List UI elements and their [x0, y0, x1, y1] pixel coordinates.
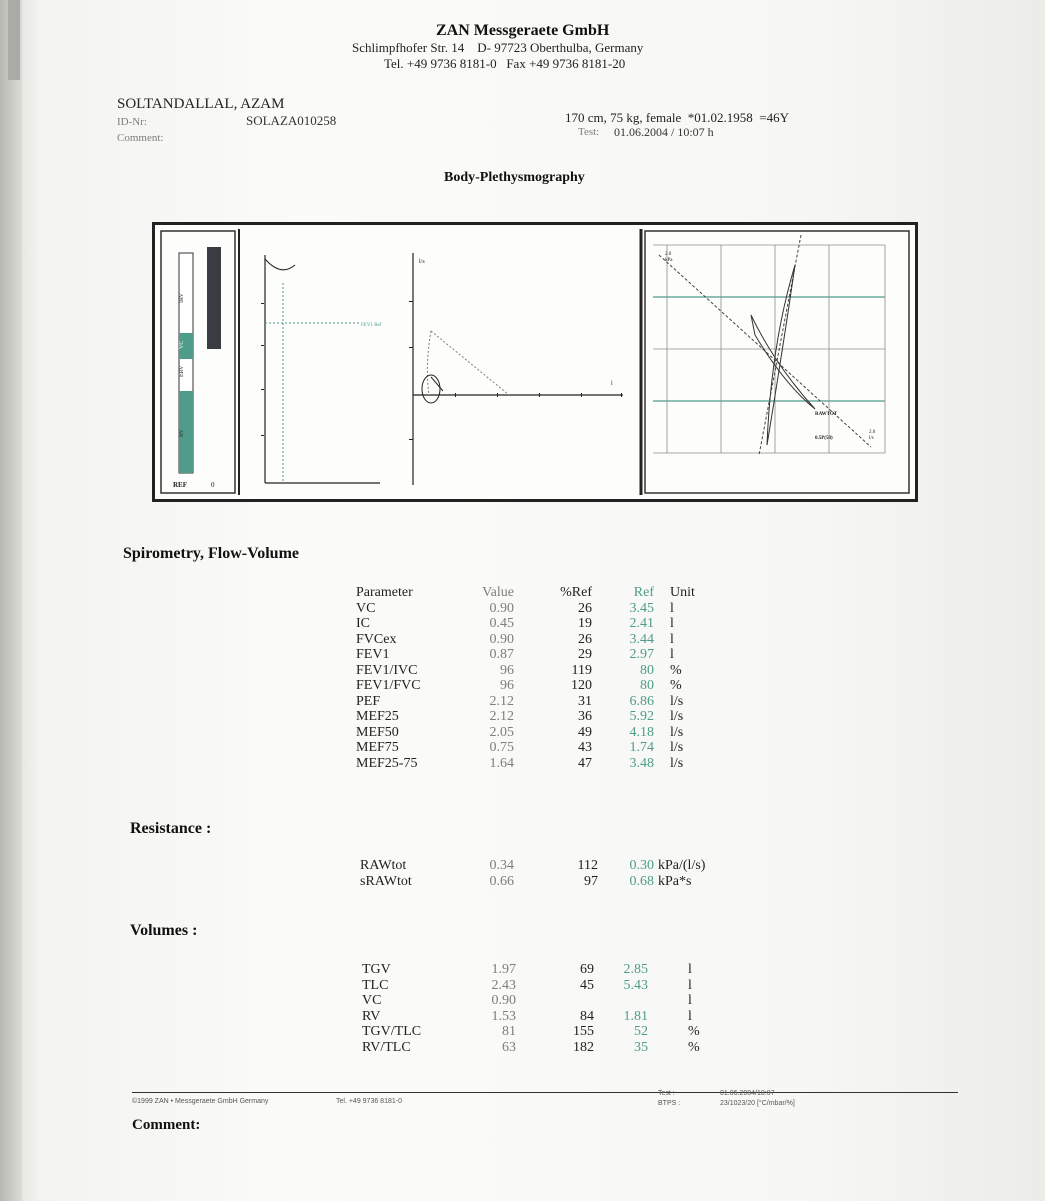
spiro-pref-col [536, 585, 592, 771]
table-cell-unit: l [688, 993, 692, 1008]
table-cell-param: TGV/TLC [362, 1024, 422, 1039]
table-cell-value: 0.45 [489, 616, 514, 631]
table-cell-param: MEF75 [356, 740, 399, 755]
table-cell-ref [602, 993, 648, 1009]
loop-y-value: 2.0 [665, 252, 672, 257]
table-cell-pref: 43 [578, 740, 592, 755]
table-cell-param: VC [362, 993, 382, 1008]
table-cell-pref: 31 [578, 693, 592, 709]
bar-tag-vc: VC [179, 340, 185, 349]
table-cell-unit: l [688, 962, 692, 977]
table-cell-value: 63 [502, 1039, 516, 1055]
fv-y-unit: l/s [419, 259, 425, 265]
company-name: ZAN Messgeraete GmbH [436, 22, 610, 39]
table-cell-ref: 4.18 [629, 724, 654, 740]
table-cell-pref: 155 [573, 1024, 594, 1039]
table-cell-value: 2.12 [489, 693, 514, 709]
spiro-param-col [356, 585, 456, 771]
patient-name: SOLTANDALLAL, AZAM [117, 96, 285, 112]
table-cell-pref: 47 [578, 755, 592, 771]
table-cell-unit: % [670, 662, 682, 678]
bar-tag-erv: ERV [179, 365, 185, 377]
table-cell-unit: l/s [670, 740, 684, 755]
table-cell-value: 2.05 [489, 724, 514, 740]
table-cell-unit: l/s [670, 693, 684, 709]
company-phone: Tel. +49 9736 8181-0 Fax +49 9736 8181-20 [384, 56, 626, 71]
table-cell-unit: l [688, 1008, 692, 1024]
table-cell-param: TGV [362, 962, 391, 977]
table-cell-param: RAWtot [360, 858, 407, 873]
table-cell-ref: 5.43 [623, 977, 648, 993]
table-cell-pref: 112 [577, 858, 598, 873]
loop-trace-main [767, 265, 795, 445]
table-cell-value: 1.97 [491, 962, 516, 977]
table-cell-param: FEV1/FVC [356, 678, 421, 693]
table-cell-pref: 45 [580, 977, 594, 993]
table-cell-unit: l [670, 600, 674, 616]
vol-unit-col [688, 962, 718, 1055]
table-header-value: Value [482, 585, 514, 600]
table-cell-ref: 2.41 [629, 616, 654, 631]
table-cell-pref: 19 [578, 616, 592, 631]
loop-label-rawtot: RAWTOT [815, 412, 838, 417]
loop-label-half-pressure: 0.5P(50) [815, 436, 833, 441]
table-cell-unit: l/s [670, 755, 684, 771]
table-cell-value: 0.90 [489, 600, 514, 616]
table-cell-value: 96 [500, 678, 514, 693]
footer-rule [132, 1092, 958, 1093]
table-cell-unit: kPa/(l/s) [658, 858, 706, 873]
spiro-ref-col [604, 585, 654, 771]
table-cell-ref: 52 [634, 1024, 648, 1039]
footer-btps-label: BTPS : [658, 1100, 681, 1107]
table-cell-value: 0.34 [489, 858, 514, 873]
bar-tag-irv: IRV [179, 293, 185, 303]
table-cell-pref: 29 [578, 647, 592, 662]
table-cell-value: 0.90 [489, 631, 514, 647]
table-cell-unit: l [670, 647, 674, 662]
table-cell-unit: kPa*s [658, 873, 692, 889]
table-cell-value: 2.43 [491, 977, 516, 993]
table-cell-pref: 84 [580, 1008, 594, 1024]
patient-id-label: ID-Nr: [117, 116, 147, 128]
table-cell-pref: 97 [584, 873, 598, 889]
loop-x-value: 2.0 [869, 430, 876, 435]
spirometry-table [356, 585, 736, 795]
vol-param-col [362, 962, 462, 1055]
table-header-ref: Ref [633, 585, 654, 600]
table-cell-pref: 69 [580, 962, 594, 977]
table-cell-unit: l [670, 616, 674, 631]
table-cell-param: sRAWtot [360, 873, 412, 889]
loop-y-unit: kPa [665, 258, 673, 263]
table-cell-ref: 5.92 [629, 709, 654, 724]
spiro-unit-col [670, 585, 730, 771]
vol-pref-col [538, 962, 594, 1055]
footer-test-label: Test : [658, 1090, 675, 1097]
table-cell-ref: 0.68 [629, 873, 654, 889]
section-volumes: Volumes : [130, 922, 198, 939]
company-address: Schlimpfhofer Str. 14 D- 97723 Oberthulba, Germany [352, 40, 644, 55]
loop-gridlines-grey [653, 245, 885, 453]
table-cell-ref: 3.44 [629, 631, 654, 647]
table-cell-value: 2.12 [489, 709, 514, 724]
table-cell-value: 0.66 [489, 873, 514, 889]
table-cell-unit: l [670, 631, 674, 647]
patient-id-value: SOLAZA010258 [246, 113, 337, 128]
table-cell-ref: 1.74 [629, 740, 654, 755]
vol-value-col [462, 962, 516, 1055]
resistance-table [360, 858, 740, 894]
fv-measured-loop [422, 375, 440, 403]
table-cell-pref: 119 [571, 662, 592, 678]
res-pref-col [536, 858, 598, 889]
table-cell-pref: 26 [578, 631, 592, 647]
table-cell-param: IC [356, 616, 370, 631]
table-cell-param: FEV1 [356, 647, 390, 662]
table-cell-value: 0.75 [489, 740, 514, 755]
table-cell-param: RV [362, 1008, 381, 1024]
table-cell-ref: 1.81 [623, 1008, 648, 1024]
patient-stats: 170 cm, 75 kg, female *01.02.1958 =46Y [565, 110, 789, 125]
spiro-value-col [460, 585, 514, 771]
scan-edge-mark [8, 0, 20, 80]
table-cell-param: RV/TLC [362, 1039, 411, 1055]
table-cell-param: MEF25-75 [356, 755, 418, 771]
table-cell-ref: 2.85 [623, 962, 648, 977]
table-cell-pref: 26 [578, 600, 592, 616]
table-cell-value: 96 [500, 662, 514, 678]
res-value-col [460, 858, 514, 889]
table-cell-unit: l/s [670, 724, 684, 740]
table-cell-ref: 80 [640, 678, 654, 693]
bar-label-zero: 0 [211, 481, 215, 489]
table-cell-value: 0.87 [489, 647, 514, 662]
table-cell-unit: % [670, 678, 682, 693]
table-cell-param: FVCex [356, 631, 397, 647]
table-cell-param: TLC [362, 977, 389, 993]
footer-phone: Tel. +49 9736 8181-0 [336, 1098, 402, 1105]
table-cell-pref: 49 [578, 724, 592, 740]
table-cell-pref: 36 [578, 709, 592, 724]
table-cell-ref: 35 [634, 1039, 648, 1055]
table-cell-ref: 3.45 [629, 600, 654, 616]
table-cell-param: VC [356, 600, 376, 616]
table-cell-pref: 120 [571, 678, 592, 693]
table-cell-param: MEF50 [356, 724, 399, 740]
table-cell-ref: 3.48 [629, 755, 654, 771]
plot-panel [152, 222, 918, 502]
footer-test-value: 01.06.2004/10:07 [720, 1090, 775, 1097]
res-param-col [360, 858, 460, 889]
fv-x-unit: l [611, 381, 613, 387]
table-cell-unit: % [688, 1024, 700, 1039]
table-cell-unit: l [688, 977, 692, 993]
bar-tag-rv: RV [179, 429, 185, 437]
table-cell-param: MEF25 [356, 709, 399, 724]
res-ref-col [604, 858, 654, 889]
res-unit-col [658, 858, 738, 889]
table-header-param: Parameter [356, 585, 413, 600]
footer-btps-value: 23/1023/20 [°C/mbar/%] [720, 1100, 795, 1107]
test-datetime: 01.06.2004 / 10:07 h [614, 125, 714, 139]
patient-comment-label: Comment: [117, 132, 164, 144]
loop-panel-border [645, 231, 909, 493]
plot-graphics [155, 225, 915, 499]
table-cell-value: 1.53 [491, 1008, 516, 1024]
vt-ref-label: FEV1 Ref [361, 323, 382, 328]
table-cell-pref [538, 993, 594, 1009]
table-cell-ref: 0.30 [629, 858, 654, 873]
bar-label-ref: REF [173, 481, 187, 489]
scan-edge-shadow [0, 0, 22, 1201]
report-title: Body-Plethysmography [444, 170, 585, 185]
vol-ref-col [602, 962, 648, 1055]
loop-x-unit: l/s [869, 436, 874, 441]
table-cell-unit: l/s [670, 709, 684, 724]
table-header-unit: Unit [670, 585, 695, 600]
table-cell-value: 81 [502, 1024, 516, 1039]
vt-curve [265, 259, 295, 270]
table-cell-ref: 2.97 [629, 647, 654, 662]
table-cell-pref: 182 [573, 1039, 594, 1055]
bar-panel-border [161, 231, 235, 493]
table-cell-param: FEV1/IVC [356, 662, 418, 678]
table-cell-ref: 80 [640, 662, 654, 678]
measured-volume-bar [207, 247, 221, 349]
table-cell-unit: % [688, 1039, 700, 1055]
test-label: Test: [578, 126, 600, 138]
section-spirometry: Spirometry, Flow-Volume [123, 545, 299, 562]
table-cell-value: 0.90 [491, 993, 516, 1008]
table-cell-param: PEF [356, 693, 381, 709]
table-cell-value: 1.64 [489, 755, 514, 771]
table-cell-ref: 6.86 [629, 693, 654, 709]
section-comment: Comment: [132, 1117, 201, 1133]
footer-copyright: ©1999 ZAN • Messgeraete GmbH Germany [132, 1098, 269, 1105]
section-resistance: Resistance : [130, 820, 212, 837]
volumes-table [362, 962, 742, 1062]
table-header-pref: %Ref [560, 585, 592, 600]
